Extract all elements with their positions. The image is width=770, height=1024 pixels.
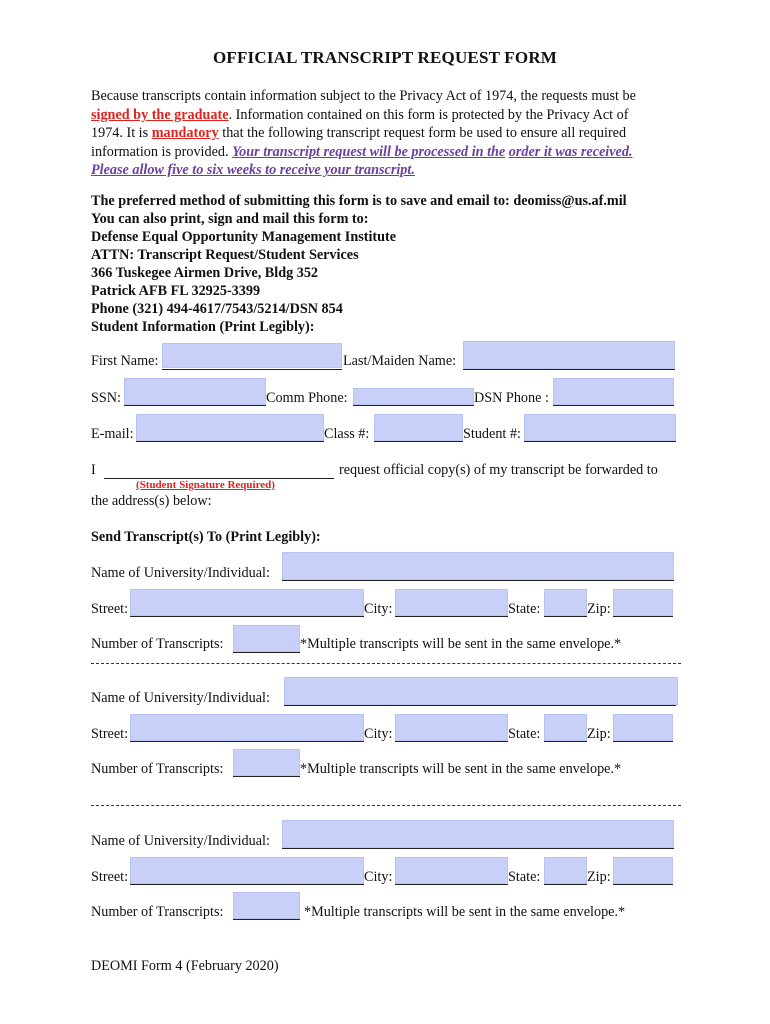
recipient-3-street-underline: [130, 884, 364, 885]
class-field[interactable]: [374, 414, 463, 441]
recipient-2-envelope-note: *Multiple transcripts will be sent in the same envelope.*: [300, 761, 622, 777]
recipient-2-number-field[interactable]: [233, 749, 300, 776]
wait-time-notice: Please allow five to six weeks to receive your transcript.: [91, 162, 415, 178]
address-attn: ATTN: Transcript Request/Student Services: [91, 247, 359, 263]
signature-i: I: [91, 462, 96, 478]
recipient-3-street-field[interactable]: [130, 857, 364, 884]
comm-phone-underline: [353, 405, 474, 406]
intro-line-3-b: that the following transcript request form be used to ensure all required: [218, 125, 627, 141]
recipient-1-state-label: State:: [508, 601, 541, 617]
recipient-1-city-underline: [395, 616, 508, 617]
recipient-3-envelope-note: *Multiple transcripts will be sent in the same envelope.*: [304, 904, 626, 920]
first-name-field[interactable]: [162, 343, 342, 368]
intro-line-4-a: information is provided.: [91, 143, 233, 160]
comm-phone-field[interactable]: [353, 388, 474, 405]
recipient-3-name-field[interactable]: [282, 820, 674, 848]
recipient-2-city-underline: [395, 741, 508, 742]
ssn-underline: [124, 405, 266, 406]
submission-email-line: The preferred method of submitting this form is to save and email to: deomiss@us.af.mil: [91, 193, 627, 209]
first-name-underline: [162, 369, 342, 370]
recipient-1-envelope-note: *Multiple transcripts will be sent in the same envelope.*: [300, 636, 622, 652]
student-number-label: Student #:: [463, 426, 521, 442]
recipient-2-name-field[interactable]: [284, 677, 678, 705]
recipient-1-street-field[interactable]: [130, 589, 364, 616]
intro-line-2-rest: . Information contained on this form is protected by the Privacy Act of: [228, 106, 629, 123]
recipient-1-number-label: Number of Transcripts:: [91, 636, 224, 652]
recipient-2-zip-underline: [613, 741, 673, 742]
processing-notice: Your transcript request will be processed in the: [232, 143, 506, 160]
last-name-field[interactable]: [463, 341, 675, 369]
recipient-2-state-underline: [544, 741, 587, 742]
recipient-1-number-field[interactable]: [233, 625, 300, 652]
recipient-3-zip-field[interactable]: [613, 857, 673, 884]
recipient-3-street-label: Street:: [91, 869, 129, 885]
recipient-2-number-label: Number of Transcripts:: [91, 761, 224, 777]
recipient-3-zip-label: Zip:: [587, 869, 611, 885]
recipient-2-number-underline: [233, 776, 300, 777]
recipient-2-street-field[interactable]: [130, 714, 364, 741]
last-name-underline: [463, 369, 675, 370]
recipient-3-name-underline: [282, 848, 674, 849]
intro-line-3-a: 1974. It is: [91, 125, 152, 141]
first-name-label: First Name:: [91, 353, 159, 369]
address-street: 366 Tuskegee Airmen Drive, Bldg 352: [91, 265, 319, 281]
recipient-3-city-field[interactable]: [395, 857, 508, 884]
ssn-field[interactable]: [124, 378, 266, 405]
mandatory-text: mandatory: [151, 125, 219, 141]
intro-line-4: [91, 143, 681, 162]
recipient-1-state-field[interactable]: [544, 589, 587, 616]
dsn-phone-underline: [553, 405, 674, 406]
intro-line-3: [91, 124, 681, 143]
recipient-1-city-label: City:: [364, 601, 393, 617]
address-phone: Phone (321) 494-4617/7543/5214/DSN 854: [91, 301, 343, 317]
class-underline: [374, 441, 463, 442]
recipient-2-zip-label: Zip:: [587, 726, 611, 742]
form-footer: DEOMI Form 4 (February 2020): [91, 958, 279, 974]
student-info-heading: Student Information (Print Legibly):: [91, 319, 315, 335]
intro-line-5: [91, 161, 681, 180]
ssn-label: SSN:: [91, 390, 121, 406]
intro-line-1: Because transcripts contain information subject to the Privacy Act of 1974, the requests must be: [91, 88, 636, 104]
recipient-3-city-underline: [395, 884, 508, 885]
recipient-3-city-label: City:: [364, 869, 393, 885]
recipient-1-state-underline: [544, 616, 587, 617]
recipient-1-street-label: Street:: [91, 601, 129, 617]
recipient-1-name-field[interactable]: [282, 552, 674, 580]
last-name-label: Last/Maiden Name:: [343, 353, 457, 369]
email-underline: [136, 441, 324, 442]
address-org: Defense Equal Opportunity Management Institute: [91, 229, 397, 245]
recipient-1-zip-underline: [613, 616, 673, 617]
recipient-2-city-label: City:: [364, 726, 393, 742]
submission-mail-line: You can also print, sign and mail this form to:: [91, 211, 369, 227]
send-transcripts-heading: Send Transcript(s) To (Print Legibly):: [91, 529, 321, 545]
recipient-3-zip-underline: [613, 884, 673, 885]
recipient-2-street-underline: [130, 741, 364, 742]
form-title: OFFICIAL TRANSCRIPT REQUEST FORM: [212, 48, 558, 67]
email-label: E-mail:: [91, 426, 134, 442]
recipient-1-street-underline: [130, 616, 364, 617]
recipient-1-number-underline: [233, 652, 300, 653]
recipient-3-state-underline: [544, 884, 587, 885]
recipient-2-zip-field[interactable]: [613, 714, 673, 741]
recipient-2-street-label: Street:: [91, 726, 129, 742]
processing-order-notice: order it was received.: [508, 143, 633, 160]
intro-paragraph: [91, 87, 681, 180]
signature-required-note: (Student Signature Required): [136, 479, 275, 491]
recipient-1-zip-field[interactable]: [613, 589, 673, 616]
recipient-2-city-field[interactable]: [395, 714, 508, 741]
recipient-3-state-field[interactable]: [544, 857, 587, 884]
recipient-3-number-field[interactable]: [233, 892, 300, 919]
recipient-3-number-underline: [233, 919, 300, 920]
dsn-phone-field[interactable]: [553, 378, 674, 405]
dsn-phone-label: DSN Phone :: [474, 390, 549, 406]
address-city: Patrick AFB FL 32925-3399: [91, 283, 261, 299]
student-number-underline: [524, 441, 676, 442]
recipient-2-name-label: Name of University/Individual:: [91, 690, 270, 706]
recipient-2-name-underline: [284, 705, 676, 706]
intro-line-2: [91, 106, 681, 125]
recipient-2-state-field[interactable]: [544, 714, 587, 741]
recipient-1-city-field[interactable]: [395, 589, 508, 616]
signature-request-text: request official copy(s) of my transcript be forwarded to: [339, 462, 658, 478]
comm-phone-label: Comm Phone:: [266, 390, 348, 406]
recipient-1-name-underline: [282, 580, 674, 581]
separator-1: [91, 663, 681, 664]
submission-instructions: [91, 192, 627, 336]
class-label: Class #:: [324, 426, 370, 442]
recipient-1-zip-label: Zip:: [587, 601, 611, 617]
student-number-field[interactable]: [524, 414, 676, 441]
address-below-text: the address(s) below:: [91, 493, 212, 509]
separator-2: [91, 805, 681, 806]
email-field[interactable]: [136, 414, 324, 441]
recipient-3-number-label: Number of Transcripts:: [91, 904, 224, 920]
recipient-1-name-label: Name of University/Individual:: [91, 565, 270, 581]
recipient-3-state-label: State:: [508, 869, 541, 885]
recipient-2-state-label: State:: [508, 726, 541, 742]
recipient-3-name-label: Name of University/Individual:: [91, 833, 270, 849]
signed-by-graduate-text: signed by the graduate: [91, 106, 229, 123]
